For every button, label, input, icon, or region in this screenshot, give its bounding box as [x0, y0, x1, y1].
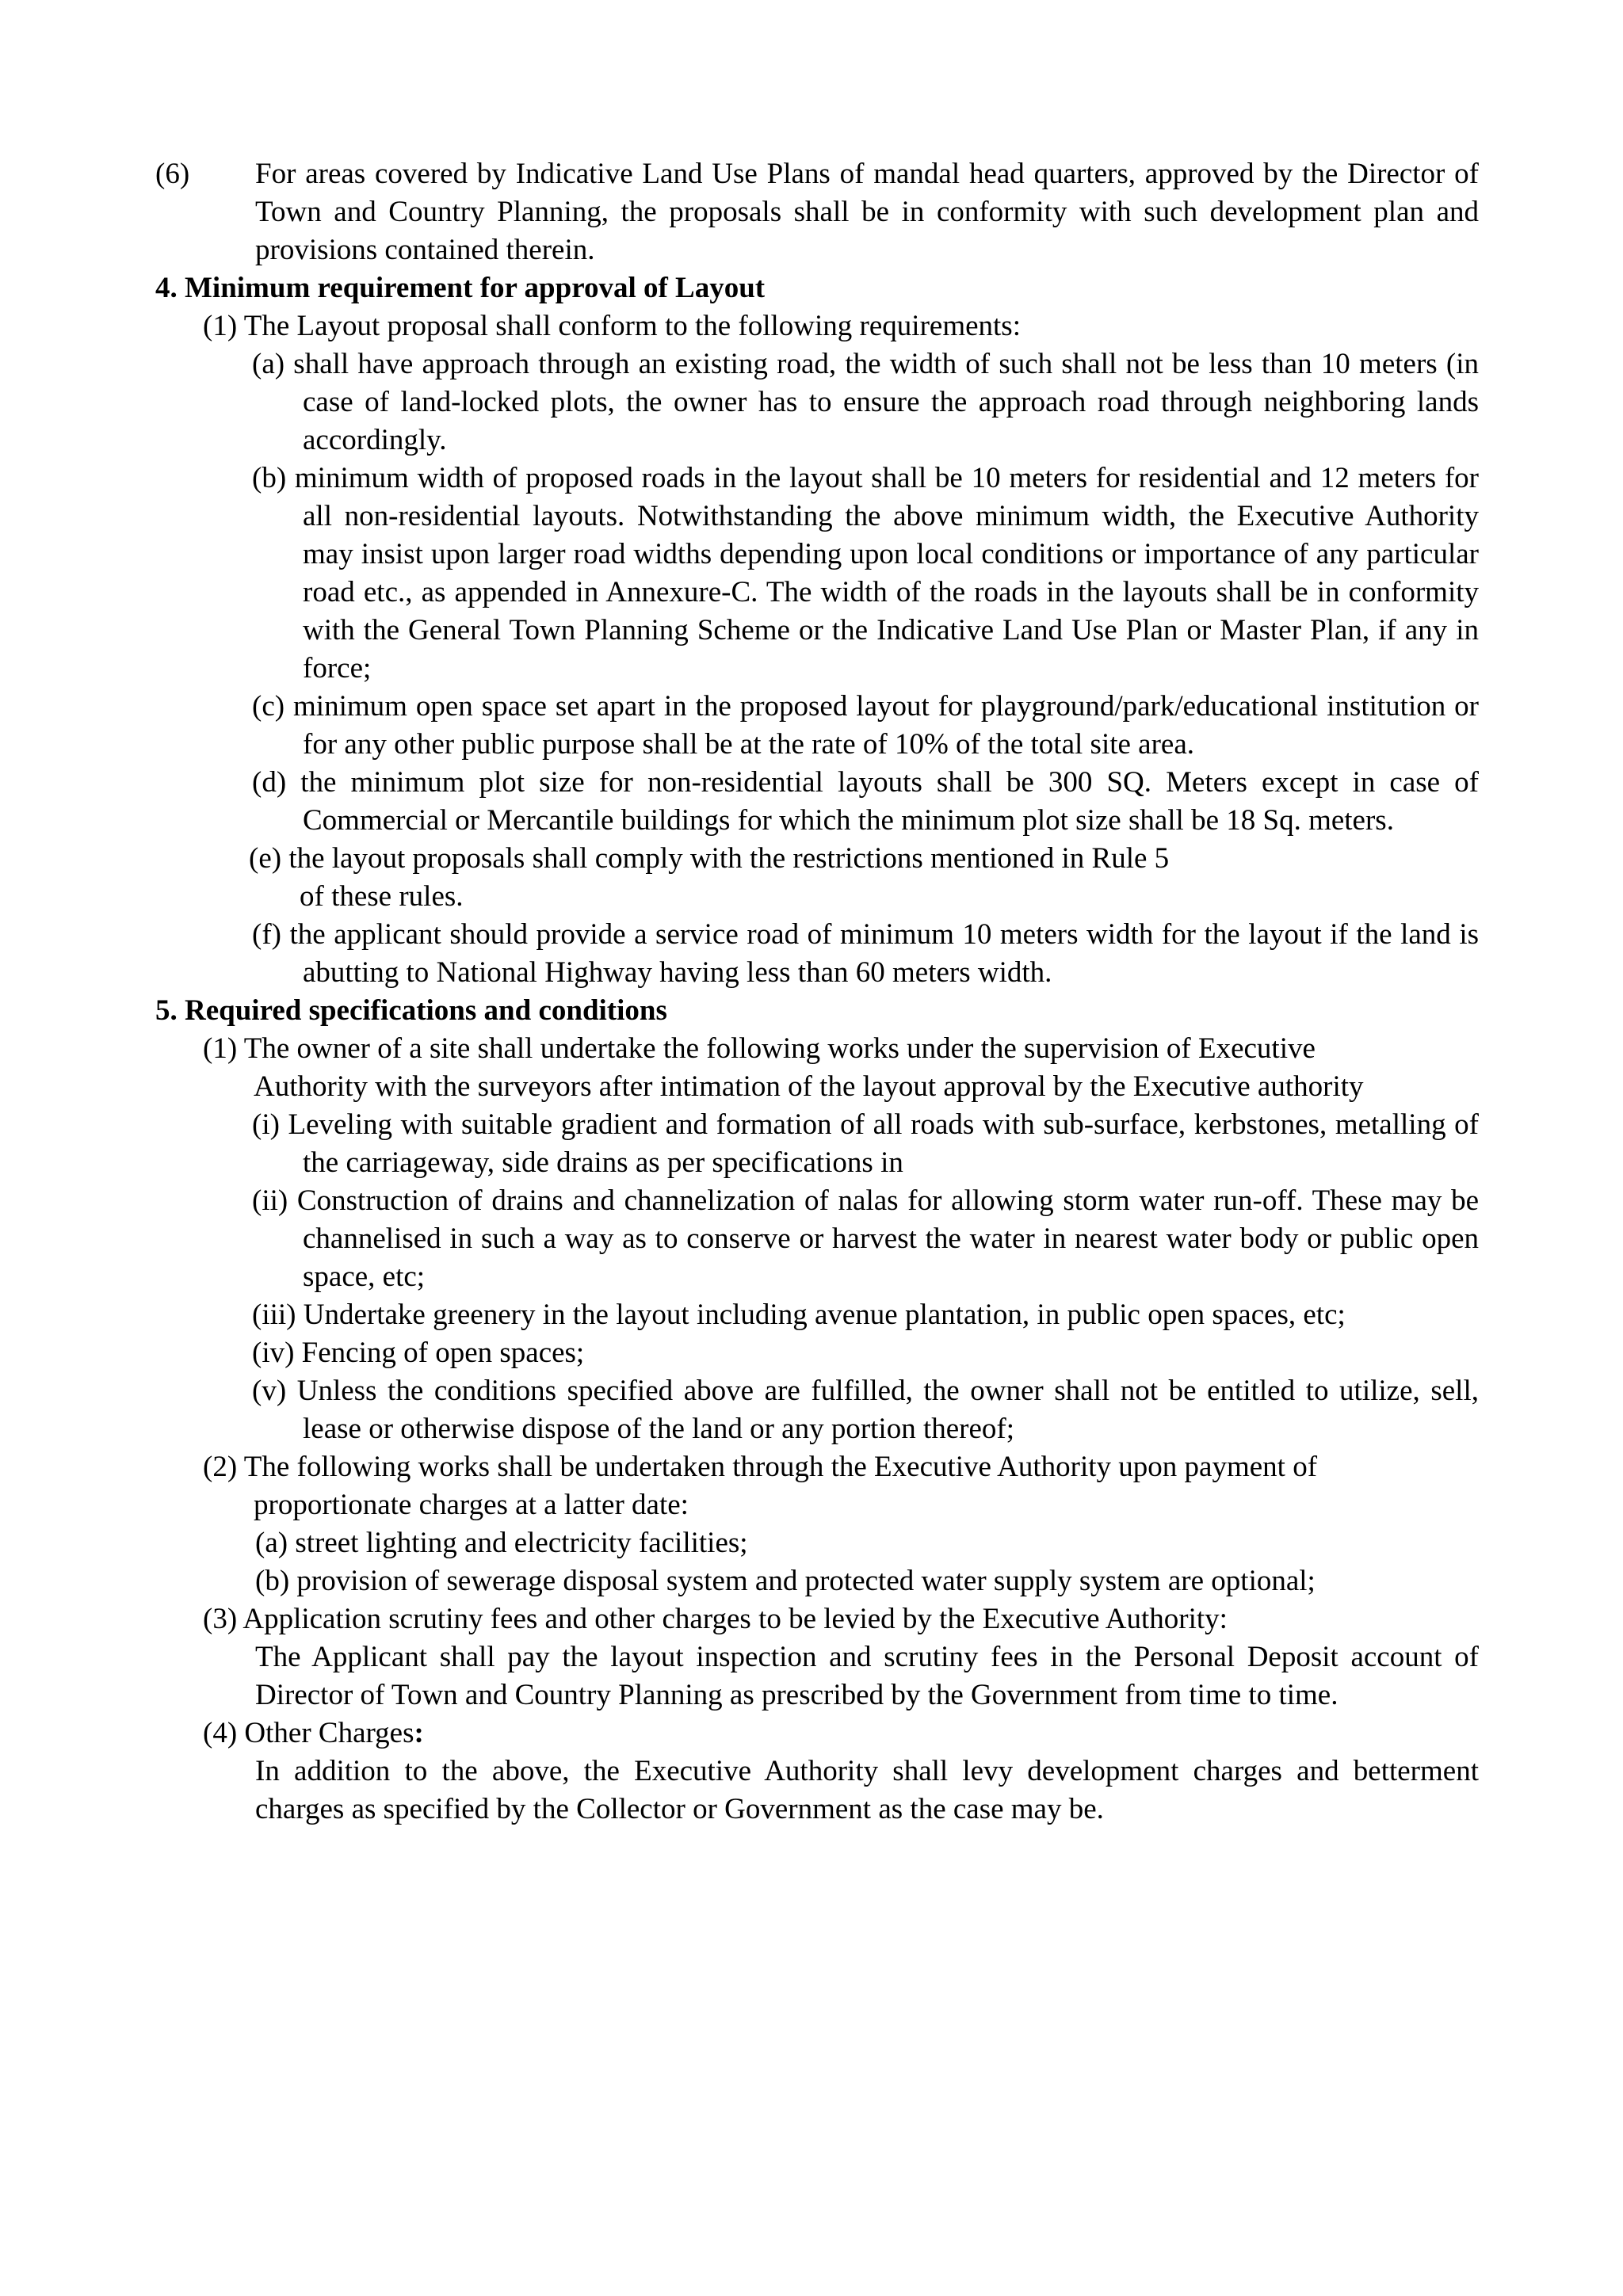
section-5-sub-3-text: The Applicant shall pay the layout inspection and scrutiny fees in the Personal Deposit account of Director of Town and Country Planning as prescribed by the Government from time to time.: [255, 1641, 1479, 1711]
section-4-heading: 4. Minimum requirement for approval of Layout: [155, 272, 766, 304]
section-5-sub-4-text: In addition to the above, the Executive Authority shall levy development charges and betterment charges as specified by the Collector or Government as the case may be.: [255, 1755, 1479, 1825]
section-5-sub-1-item-ii: (ii) Construction of drains and channelization of nalas for allowing storm water run-off. These may be channelised in such a way as to conserve or harvest the water in nearest water body or public open space, etc;: [252, 1184, 1479, 1293]
section-4-intro: (1) The Layout proposal shall conform to the following requirements:: [203, 310, 1021, 342]
section-5-sub-4-colon: :: [414, 1717, 424, 1749]
section-5-sub-2-intro: (2) The following works shall be undertaken through the Executive Authority upon payment of proportionate charges at a latter date:: [203, 1451, 1318, 1521]
section-4-item-c: (c) minimum open space set apart in the proposed layout for playground/park/educational institution or for any other public purpose shall be at the rate of 10% of the total site area.: [252, 690, 1479, 761]
section-4-item-d: (d) the minimum plot size for non-residential layouts shall be 300 SQ. Meters except in case of Commercial or Mercantile buildings for which the minimum plot size shall be 18 Sq. meters.: [252, 766, 1479, 837]
section-5-sub-2-item-b: (b) provision of sewerage disposal system and protected water supply system are optional;: [255, 1565, 1316, 1597]
section-4-item-a: (a) shall have approach through an existing road, the width of such shall not be less than 10 meters (in case of land-locked plots, the owner has to ensure the approach road through neighboring lands accordingly.: [252, 348, 1479, 456]
section-4-item-b: (b) minimum width of proposed roads in the layout shall be 10 meters for residential and 12 meters for all non-residential layouts. Notwithstanding the above minimum width, the Executive Authority may insist upon larger road widths depending upon local conditions or importance of any particular road etc., as appended in Annexure-C. The width of the roads in the layouts shall be in conformity with the General Town Planning Scheme or the Indicative Land Use Plan or Master Plan, if any in force;: [252, 462, 1479, 685]
section-5-sub-1-item-i: (i) Leveling with suitable gradient and formation of all roads with sub-surface, kerbstones, metalling of the carriageway, side drains as per specifications in: [252, 1108, 1479, 1179]
item-6: [155, 155, 1479, 269]
document-page: [155, 155, 1479, 1829]
section-5-sub-2-item-a: (a) street lighting and electricity facilities;: [255, 1527, 748, 1559]
section-5-sub-4-intro: [155, 1714, 1479, 1753]
section-5-sub-1-item-v: (v) Unless the conditions specified above are fulfilled, the owner shall not be entitled to utilize, sell, lease or otherwise dispose of the land or any portion thereof;: [252, 1375, 1479, 1445]
section-5-sub-4-label: (4) Other Charges: [203, 1717, 414, 1749]
section-5-sub-1-item-iv: (iv) Fencing of open spaces;: [252, 1337, 585, 1369]
section-5-heading: 5. Required specifications and conditions: [155, 994, 667, 1027]
section-5-sub-1-intro: (1) The owner of a site shall undertake the following works under the supervision of Executive Authority with the surveyors after intimation of the layout approval by the Executive authority: [203, 1032, 1364, 1103]
section-5-sub-1-item-iii: (iii) Undertake greenery in the layout including avenue plantation, in public open spaces, etc;: [252, 1299, 1346, 1331]
section-5-sub-3-intro: (3) Application scrutiny fees and other charges to be levied by the Executive Authority:: [203, 1603, 1228, 1635]
item-6-text: For areas covered by Indicative Land Use Plans of mandal head quarters, approved by the Director of Town and Country Planning, the proposals shall be in conformity with such development plan and provisions contained therein.: [255, 158, 1479, 266]
section-4-item-f: (f) the applicant should provide a service road of minimum 10 meters width for the layout if the land is abutting to National Highway having less than 60 meters width.: [252, 918, 1479, 989]
section-4-item-e: (e) the layout proposals shall comply with the restrictions mentioned in Rule 5 of these rules.: [249, 842, 1170, 913]
item-6-label: (6): [155, 158, 190, 190]
